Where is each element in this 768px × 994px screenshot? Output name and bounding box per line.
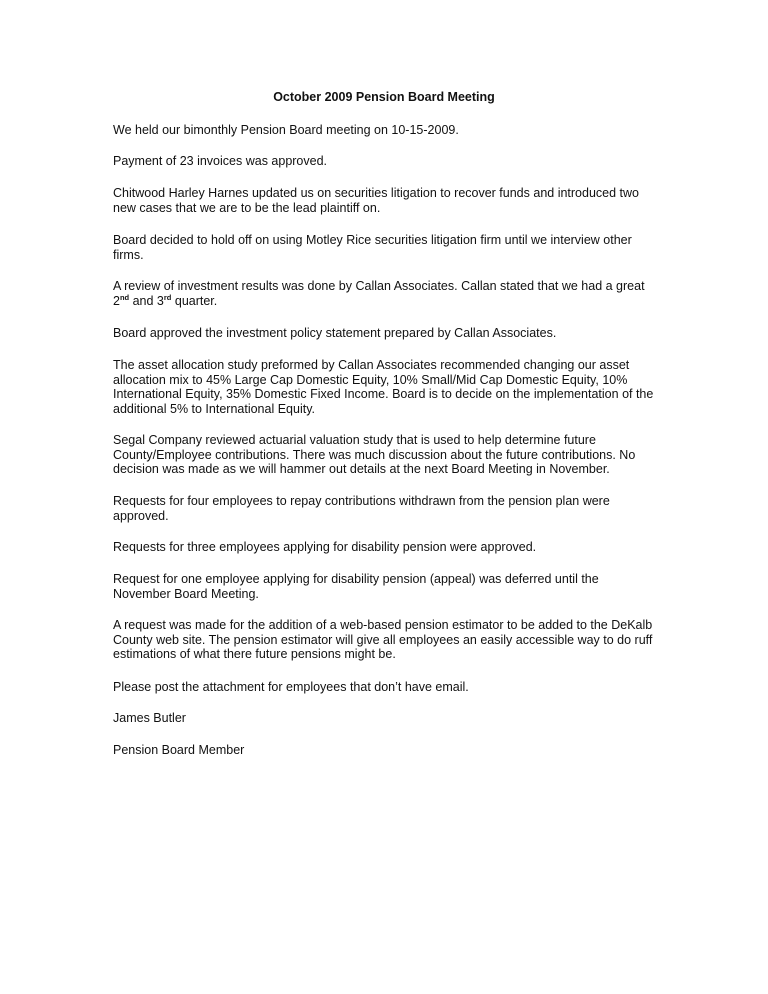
paragraph-motley-rice: Board decided to hold off on using Motley Rice securities litigation firm until we interview other firms. xyxy=(113,233,632,262)
paragraph-asset-allocation: The asset allocation study preformed by Callan Associates recommended changing our asset allocation mix to 45% Large Cap Domestic Equity, 10% Small/Mid Cap Domestic Equity, 10% International Equity, 35% Domestic Fixed Income. Board is to decide on the implementation of the additional 5% to International Equity. xyxy=(113,358,654,416)
paragraph-disability-deferred: Request for one employee applying for disability pension (appeal) was deferred until the November Board Meeting. xyxy=(113,572,599,601)
signature-title: Pension Board Member xyxy=(113,743,245,757)
paragraph-investment-review xyxy=(113,279,658,308)
paragraph-meeting-held: We held our bimonthly Pension Board meeting on 10-15-2009. xyxy=(113,123,459,137)
quarter-and-3: and 3 xyxy=(129,293,164,308)
paragraph-policy-statement: Board approved the investment policy statement prepared by Callan Associates. xyxy=(113,326,557,340)
document-title: October 2009 Pension Board Meeting xyxy=(273,90,495,104)
paragraph-attachment-note: Please post the attachment for employees that don’t have email. xyxy=(113,680,469,694)
signature-name: James Butler xyxy=(113,711,186,725)
paragraph-disability-approved: Requests for three employees applying for disability pension were approved. xyxy=(113,540,537,554)
superscript-nd: nd xyxy=(119,292,130,302)
quarter-end: quarter. xyxy=(171,293,218,308)
quarter-number-2: 2 xyxy=(113,293,120,308)
paragraph-litigation-update: Chitwood Harley Harnes updated us on securities litigation to recover funds and introduced two new cases that we are to be the lead plaintiff on. xyxy=(113,186,639,215)
paragraph-actuarial-study: Segal Company reviewed actuarial valuation study that is used to help determine future County/Employee contributions. There was much discussion about the future contributions. No decision was made as we will hammer out details at the next Board Meeting in November. xyxy=(113,433,636,477)
investment-review-line1: A review of investment results was done by Callan Associates. Callan stated that we had a great xyxy=(113,279,645,293)
paragraph-invoices: Payment of 23 invoices was approved. xyxy=(113,154,328,168)
paragraph-pension-estimator: A request was made for the addition of a web-based pension estimator to be added to the DeKalb County web site. The pension estimator will give all employees an easily accessible way to do ruff estimations of what there future pensions might be. xyxy=(113,618,653,662)
paragraph-repay-contributions: Requests for four employees to repay contributions withdrawn from the pension plan were approved. xyxy=(113,494,610,523)
superscript-rd: rd xyxy=(163,292,172,302)
